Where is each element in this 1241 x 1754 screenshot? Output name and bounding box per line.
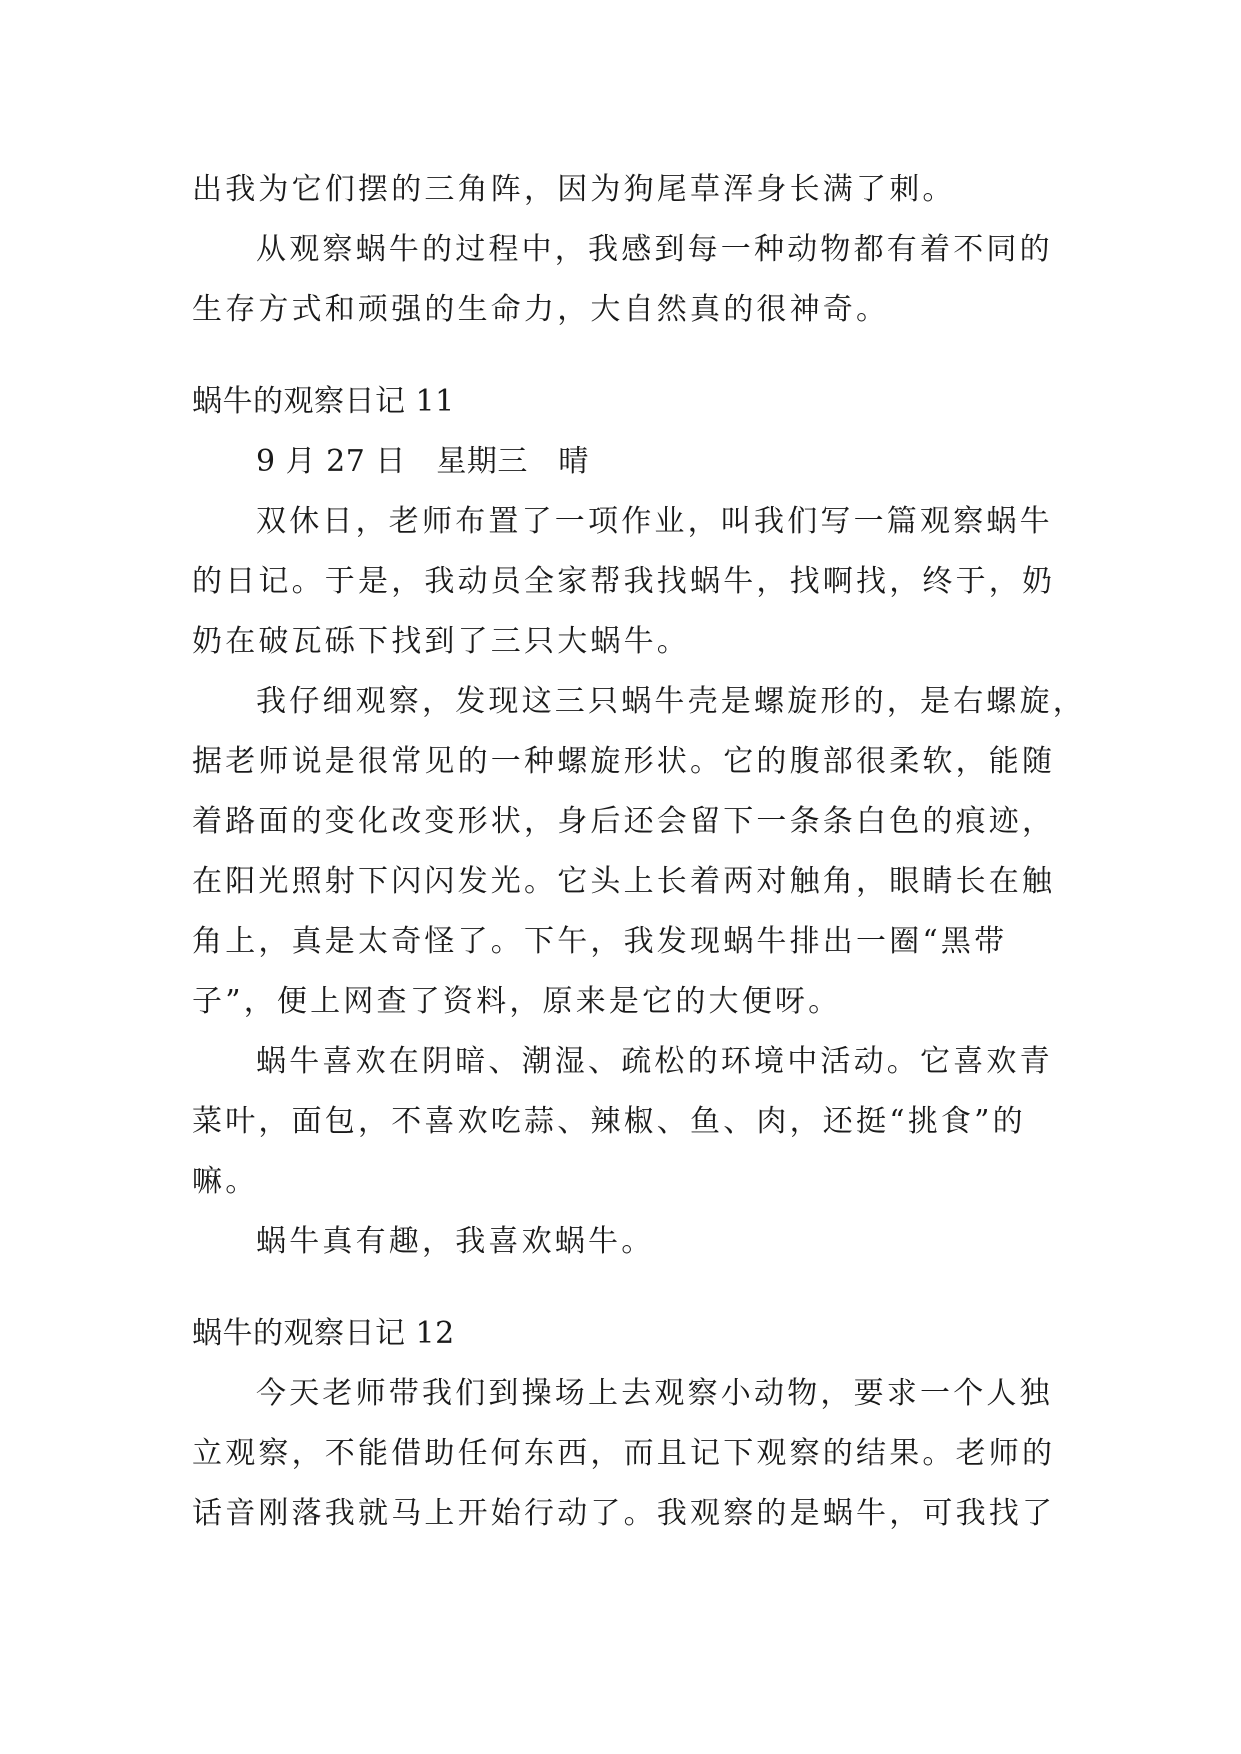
paragraph-line: 子”，便上网查了资料，原来是它的大便呀。: [192, 984, 842, 1019]
paragraph-line: 立观察，不能借助任何东西，而且记下观察的结果。老师的: [192, 1436, 1056, 1471]
paragraph-line: 着路面的变化改变形状，身后还会留下一条条白色的痕迹，: [192, 804, 1056, 839]
paragraph-line: 双休日，老师布置了一项作业，叫我们写一篇观察蜗牛: [256, 504, 1053, 539]
paragraph-line: 今天老师带我们到操场上去观察小动物，要求一个人独: [256, 1376, 1053, 1411]
diary-entry-12: [192, 1304, 1060, 1544]
paragraph-line: 出我为它们摆的三角阵，因为狗尾草浑身长满了刺。: [192, 172, 956, 207]
paragraph-line: 生存方式和顽强的生命力，大自然真的很神奇。: [192, 292, 890, 327]
paragraph-line: 蜗牛喜欢在阴暗、潮湿、疏松的环境中活动。它喜欢青: [256, 1044, 1053, 1079]
paragraph-line: 奶在破瓦砾下找到了三只大蜗牛。: [192, 624, 690, 659]
paragraph-line: 菜叶，面包，不喜欢吃蒜、辣椒、鱼、肉，还挺“挑食”的: [192, 1104, 1026, 1139]
section-gap: [192, 1272, 1060, 1304]
paragraph-line: 据老师说是很常见的一种螺旋形状。它的腹部很柔软，能随: [192, 744, 1056, 779]
paragraph-line: 的日记。于是，我动员全家帮我找蜗牛，找啊找，终于，奶: [192, 564, 1056, 599]
paragraph-line: 在阳光照射下闪闪发光。它头上长着两对触角，眼睛长在触: [192, 864, 1056, 899]
paragraph-line: 嘛。: [192, 1164, 259, 1199]
entry-title: 蜗牛的观察日记 12: [192, 1316, 455, 1351]
section-gap: [192, 340, 1060, 372]
entry-title: 蜗牛的观察日记 11: [192, 384, 455, 419]
entry-date: 9 月 27 日 星期三 晴: [256, 444, 589, 479]
paragraph-line: 角上，真是太奇怪了。下午，我发现蜗牛排出一圈“黑带: [192, 924, 1008, 959]
paragraph-line: 我仔细观察，发现这三只蜗牛壳是螺旋形的，是右螺旋，: [256, 684, 1086, 719]
document-body: [192, 160, 1086, 1544]
paragraph-line: 话音刚落我就马上开始行动了。我观察的是蜗牛，可我找了: [192, 1496, 1056, 1531]
paragraph-line: 蜗牛真有趣，我喜欢蜗牛。: [256, 1224, 655, 1259]
previous-entry: [192, 160, 1060, 340]
diary-entry-11: [192, 372, 1086, 1272]
paragraph-line: 从观察蜗牛的过程中，我感到每一种动物都有着不同的: [256, 232, 1053, 267]
